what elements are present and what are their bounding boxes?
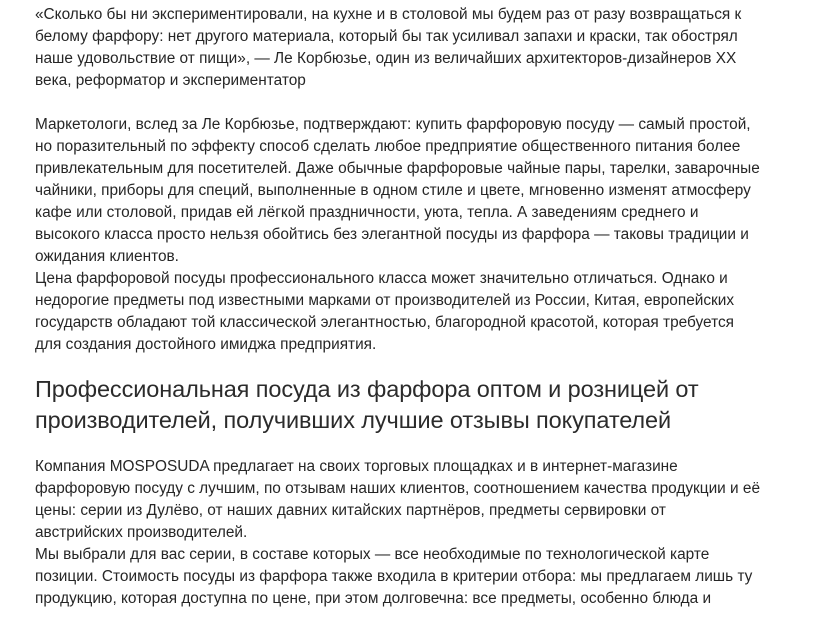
heading-spacer — [35, 436, 815, 456]
price-paragraph: Цена фарфоровой посуды профессионального класса может значительно отличаться. Однако и недорогие предметы под известными марками от производителей из России, Китая, европейских государств обладают той классической элегантностью, благородной красотой, которая требуется для создания достойного имиджа предприятия. — [35, 270, 735, 353]
company-paragraph: Компания MOSPOSUDA предлагает на своих торговых площадках и в интернет-магазине фарфоровую посуду с лучшим, по отзывам наших клиентов, соотношением качества продукции и её цены: серии из Дулёво, от наших давних китайских партнёров, предметы сервировки от австрийских производителей. — [35, 458, 761, 541]
marketing-paragraph: Маркетологи, вслед за Ле Корбюзье, подтверждают: купить фарфоровую посуду — самый простой, но поразительный по эффекту способ сделать любое предприятие общественного питания более привлекательным для посетителей. Даже обычные фарфоровые чайные пары, тарелки, заварочные чайники, приборы для специй, выполненные в одном стиле и цвете, мгновенно изменят атмосферу кафе или столовой, придав ей лёгкой праздничности, уюта, тепла. А заведениям среднего и высокого класса просто нельзя обойтись без элегантной посуды из фарфора — таковы традиции и ожидания клиентов. — [35, 116, 760, 265]
selection-paragraph: Мы выбрали для вас серии, в составе которых — все необходимые по технологической карте позиции. Стоимость посуды из фарфора также входила в критерии отбора: мы предлагаем лишь ту продукцию, которая доступна по цене, при этом долговечна: все предметы, особенно блюда и — [35, 546, 753, 607]
le-corbusier-quote: «Сколько бы ни экспериментировали, на кухне и в столовой мы будем раз от разу возвращаться к белому фарфору: нет другого материала, который бы так усиливал запахи и краски, так обострял наше удовольствие от пищи», — Ле Корбюзье, один из величайших архитекторов-дизайнеров XX века, реформатор и экспериментатор — [35, 6, 742, 89]
section-heading: Профессиональная посуда из фарфора оптом и розницей от производителей, получивших лучшие отзывы покупателей — [35, 376, 699, 433]
paragraph-spacer — [35, 92, 815, 114]
article-body — [35, 4, 815, 610]
